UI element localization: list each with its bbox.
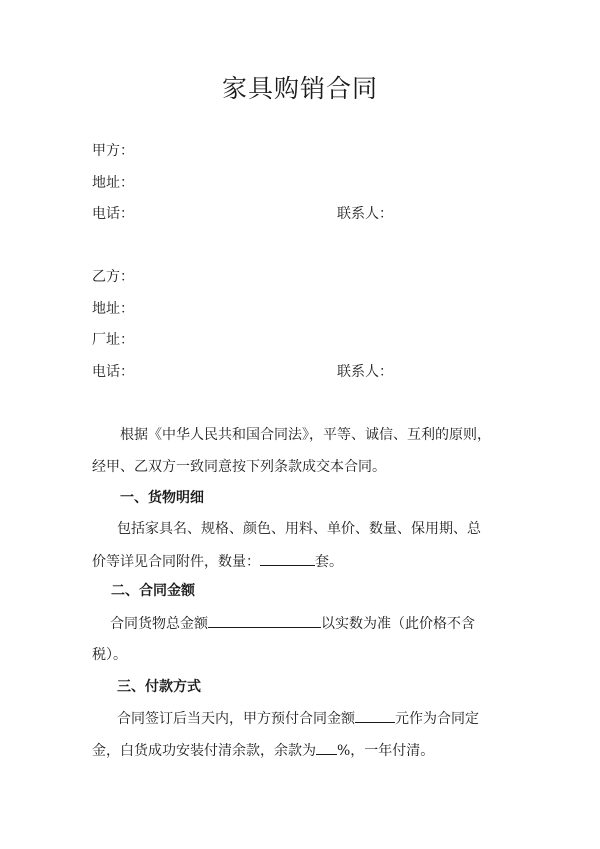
section-3-heading: 三、付款方式 [117,679,201,695]
section-1-line-2 [92,551,343,572]
section-2-line-1 [110,613,475,634]
section-3-line-1-before: 合同签订后当天内，甲方预付合同金额 [117,711,355,727]
quantity-blank [260,551,315,566]
section-1-line-2-after: 套。 [315,554,343,570]
party-b-address-label: 地址： [92,301,134,317]
party-a-label: 甲方： [92,143,134,159]
party-b-phone-label: 电话： [92,364,134,380]
section-3-line-1 [117,708,479,729]
contract-title: 家具购销合同 [221,74,378,103]
section-2-line-2: 税）。 [92,647,127,663]
party-a-address-label: 地址： [92,175,134,191]
total-amount-blank [208,613,321,628]
section-2-heading: 二、合同金额 [111,583,195,599]
section-3-line-2-before: 金，白货成功安装付清余款，余款为 [92,743,316,759]
section-3-line-1-after: 元作为合同定 [395,711,479,727]
party-b-factory-address-label: 厂址： [92,332,134,348]
party-b-contact-label: 联系人： [337,364,393,380]
section-2-line-1-before: 合同货物总金额 [110,616,208,632]
party-b-label: 乙方： [92,269,134,285]
deposit-amount-blank [355,708,395,723]
balance-percent-blank [316,740,337,755]
section-1-line-2-before: 价等详见合同附件，数量： [92,554,260,570]
section-3-line-2-after: %，一年付清。 [337,743,435,759]
intro-line-1: 根据《中华人民共和国合同法》，平等、诚信、互利的原则， [120,427,491,443]
party-a-contact-label: 联系人： [337,206,393,222]
section-2-line-1-after: 以实数为准（此价格不含 [321,616,475,632]
section-1-heading: 一、货物明细 [120,490,204,506]
section-3-line-2 [92,740,434,761]
party-a-phone-label: 电话： [92,206,134,222]
intro-line-2: 经甲、乙双方一致同意按下列条款成交本合同。 [92,459,386,475]
section-1-line-1: 包括家具名、规格、颜色、用料、单价、数量、保用期、总 [117,521,481,537]
